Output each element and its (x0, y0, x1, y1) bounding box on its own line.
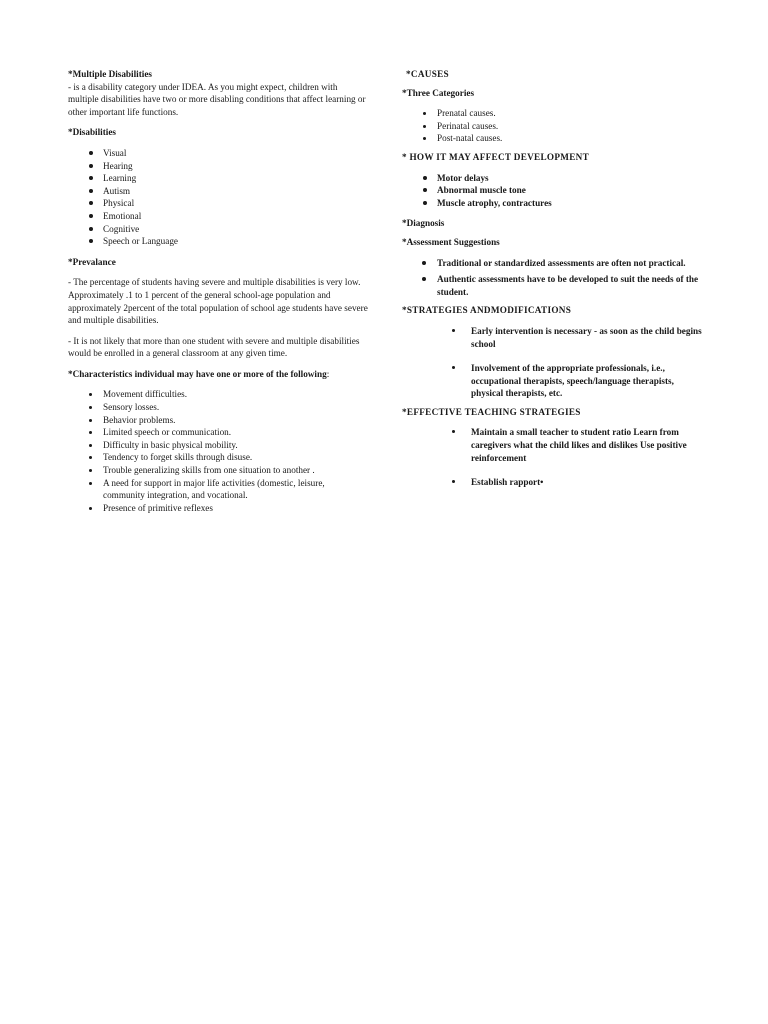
right-column (402, 68, 702, 489)
list-item: Trouble generalizing skills from one situation to another . (68, 464, 368, 477)
list-item: Early intervention is necessary - as soon as the child begins school (436, 325, 702, 350)
affects-list (402, 172, 702, 210)
list-item: Difficulty in basic physical mobility. (68, 439, 368, 452)
list-item: Visual (68, 147, 368, 160)
prevalence-heading: *Prevalance (68, 256, 116, 267)
list-item: Maintain a small teacher to student ratio Learn from caregivers what the child likes and dislikes Use positive reinforcement (436, 426, 702, 464)
characteristics-colon: : (326, 368, 330, 379)
prevalence-paragraph-1: - The percentage of students having severe and multiple disabilities is very low. Approximately .1 to 1 percent of the general school-age population and approximately 2percent of the total population of school age students have severe and multiple disabilities. (68, 277, 368, 326)
categories-list (402, 107, 702, 145)
list-item: Physical (68, 197, 368, 210)
list-item: Involvement of the appropriate professionals, i.e., occupational therapists, speech/language therapists, physical therapists, etc. (436, 362, 702, 400)
list-item: Sensory losses. (68, 401, 368, 414)
list-item: Movement difficulties. (68, 388, 368, 401)
teaching-strategies-heading: *EFFECTIVE TEACHING STRATEGIES (402, 406, 581, 417)
list-item: Presence of primitive reflexes (68, 502, 368, 515)
affect-development-heading: * HOW IT MAY AFFECT DEVELOPMENT (402, 151, 590, 162)
list-item: Speech or Language (68, 235, 368, 248)
disabilities-heading: *Disabilities (68, 127, 116, 138)
list-item: A need for support in major life activities (domestic, leisure, community integration, and vocational. (68, 477, 368, 502)
list-item: Muscle atrophy, contractures (402, 197, 702, 210)
list-item: Cognitive (68, 223, 368, 236)
list-item: Motor delays (402, 172, 702, 185)
causes-heading: *CAUSES (406, 69, 449, 79)
diagnosis-heading: *Diagnosis (402, 218, 445, 229)
list-item: Abnormal muscle tone (402, 184, 702, 197)
three-categories-heading: *Three Categories (402, 87, 475, 98)
list-item: Limited speech or communication. (68, 426, 368, 439)
list-item: Learning (68, 172, 368, 185)
characteristics-heading-line (68, 368, 368, 381)
list-item: Prenatal causes. (402, 107, 702, 120)
disabilities-list (68, 147, 368, 248)
list-item: Emotional (68, 210, 368, 223)
list-item: Autism (68, 185, 368, 198)
list-item: Behavior problems. (68, 414, 368, 427)
list-item: Establish rapport• (436, 476, 702, 489)
assessment-heading: *Assessment Suggestions (402, 236, 500, 247)
left-column (68, 68, 368, 514)
list-item: Authentic assessments have to be developed to suit the needs of the student. (402, 273, 702, 298)
list-item: Post-natal causes. (402, 132, 702, 145)
list-item: Traditional or standardized assessments are often not practical. (402, 257, 702, 270)
teaching-list (436, 426, 702, 488)
intro-paragraph: - is a disability category under IDEA. As you might expect, children with multiple disabilities have two or more disabling conditions that affect learning or other important life functions. (68, 81, 366, 117)
strategies-heading: *STRATEGIES ANDMODIFICATIONS (402, 305, 572, 316)
assessment-list (402, 257, 702, 299)
list-item: Hearing (68, 160, 368, 173)
prevalence-paragraph-2: - It is not likely that more than one student with severe and multiple disabilities would be enrolled in a general classroom at any given time. (68, 335, 360, 359)
strategies-list (436, 325, 702, 400)
characteristics-heading: *Characteristics individual may have one or more of the following (68, 368, 327, 379)
list-item: Tendency to forget skills through disuse. (68, 451, 368, 464)
document-title: *Multiple Disabilities (68, 69, 152, 79)
characteristics-list (68, 388, 368, 514)
list-item: Perinatal causes. (402, 120, 702, 133)
